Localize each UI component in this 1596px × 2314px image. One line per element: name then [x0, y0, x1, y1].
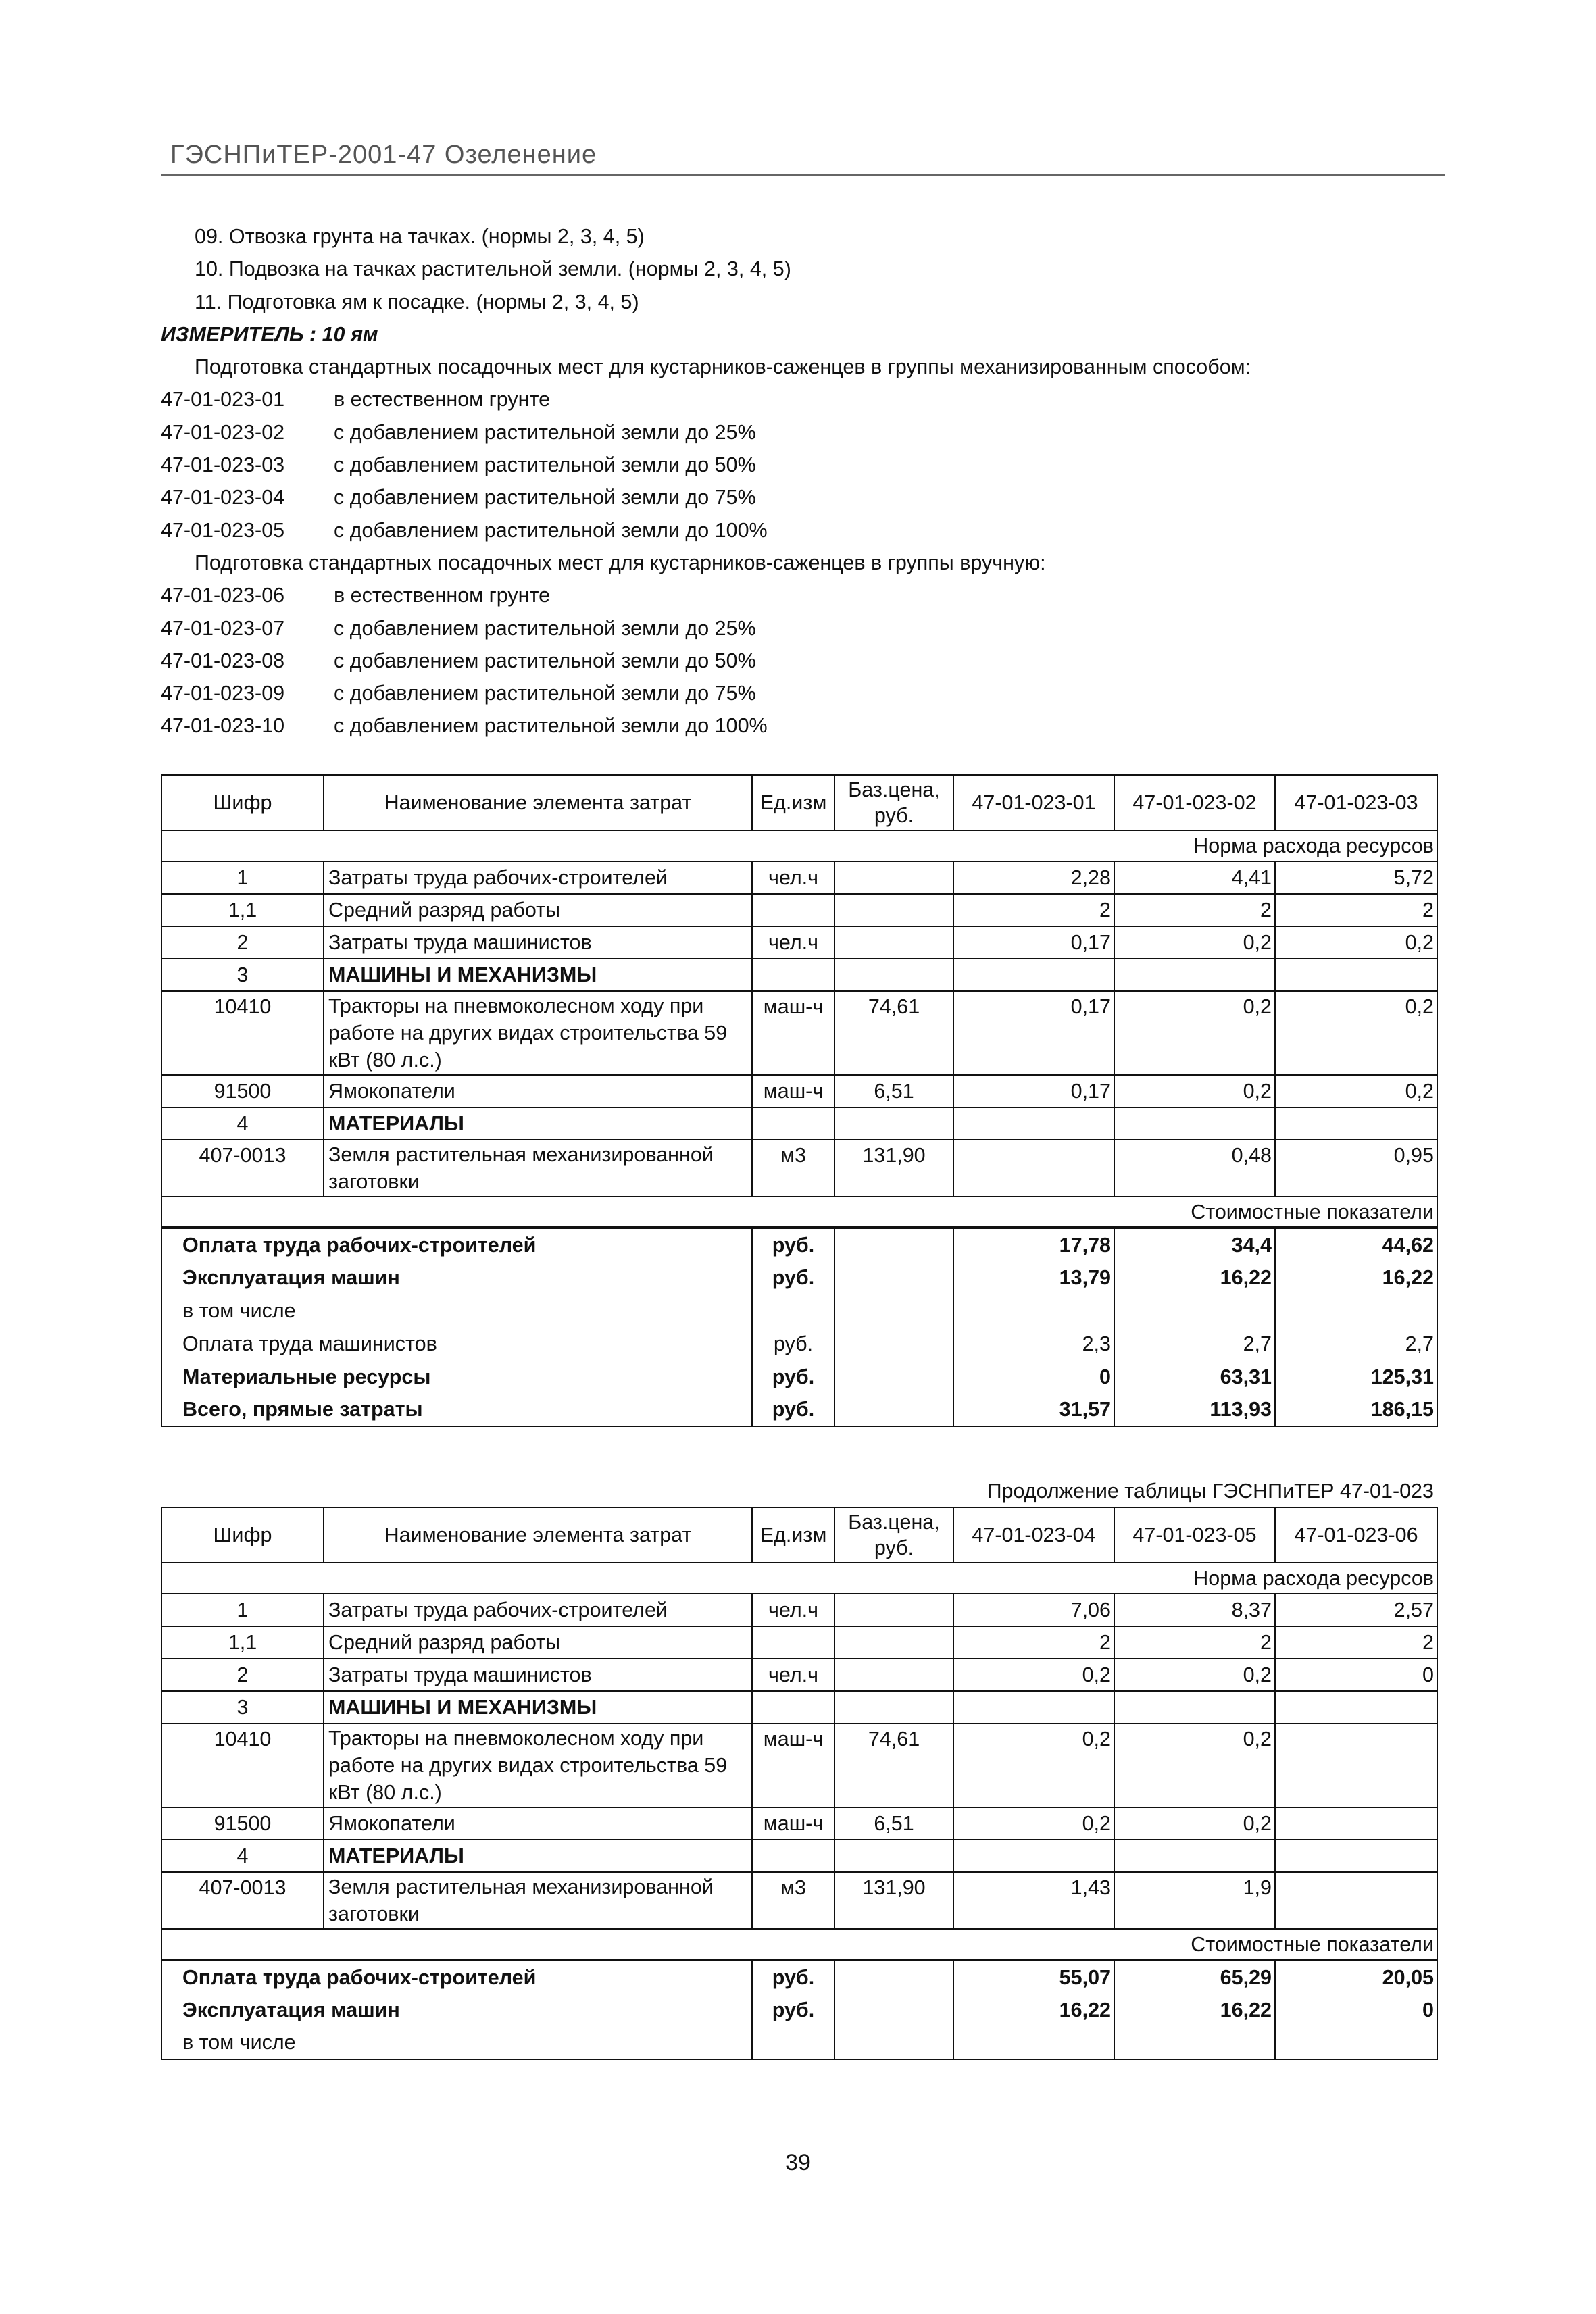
norm-text: с добавлением растительной земли до 25%	[334, 616, 756, 640]
cell-value: 4,41	[1114, 861, 1275, 894]
cost-name: Эксплуатация машин	[161, 1261, 752, 1294]
work-item: 09. Отвозка грунта на тачках. (нормы 2, 3, 4, 5)	[195, 225, 645, 248]
section-norm: Норма расхода ресурсов	[161, 830, 1437, 861]
norm-line	[161, 579, 1445, 611]
cell-code: 407-0013	[161, 1872, 324, 1929]
cell-price	[834, 894, 953, 926]
table-header-row	[161, 1507, 1437, 1563]
table-row	[161, 1626, 1437, 1659]
cell-price	[834, 1659, 953, 1691]
cell-code: 1,1	[161, 1626, 324, 1659]
table-row	[161, 1107, 1437, 1140]
cost-value: 0	[953, 1360, 1114, 1393]
cell-code: 1	[161, 1594, 324, 1626]
cell-price: 131,90	[834, 1140, 953, 1197]
cell-value: 0,2	[1114, 991, 1275, 1075]
cost-name: Оплата труда рабочих-строителей	[161, 1960, 752, 1993]
norm-text: с добавлением растительной земли до 50%	[334, 649, 756, 672]
cell-name: Земля растительная механизированной заготовки	[324, 1872, 752, 1929]
cell-name: Затраты труда рабочих-строителей	[324, 861, 752, 894]
norm-code: 47-01-023-04	[161, 486, 285, 509]
cost-unit: руб.	[752, 1228, 834, 1261]
cell-unit: чел.ч	[752, 1594, 834, 1626]
cell-code: 3	[161, 959, 324, 991]
cost-value: 55,07	[953, 1960, 1114, 1993]
col-norm: 47-01-023-03	[1275, 775, 1437, 830]
cell-value: 8,37	[1114, 1594, 1275, 1626]
cell-name: Ямокопатели	[324, 1807, 752, 1840]
norm-line	[161, 481, 1445, 513]
work-item: 11. Подготовка ям к посадке. (нормы 2, 3, 4, 5)	[195, 290, 639, 313]
cost-value: 20,05	[1275, 1960, 1437, 1993]
cell-value: 0,2	[1114, 1724, 1275, 1807]
cell-value	[1275, 1807, 1437, 1840]
cell-unit: м3	[752, 1872, 834, 1929]
table-row	[161, 1872, 1437, 1929]
cell-value: 2	[953, 894, 1114, 926]
section-cost: Стоимостные показатели	[161, 1197, 1437, 1228]
cost-row	[161, 1327, 1437, 1360]
cell-price	[834, 1626, 953, 1659]
cell-name: Затраты труда машинистов	[324, 926, 752, 959]
norm-line	[161, 612, 1445, 645]
cost-unit: руб.	[752, 1960, 834, 1993]
norm-line	[161, 677, 1445, 709]
norm-code: 47-01-023-06	[161, 584, 285, 607]
section-row	[161, 1197, 1437, 1228]
running-header: ГЭСНПиТЕР-2001-47 Озеленение	[170, 141, 597, 169]
norm-code: 47-01-023-03	[161, 453, 285, 477]
cost-value: 2,7	[1114, 1327, 1275, 1360]
cell-code: 1	[161, 861, 324, 894]
cell-value: 0,95	[1275, 1140, 1437, 1197]
measure-unit: ИЗМЕРИТЕЛЬ : 10 ям	[161, 322, 378, 346]
cost-value: 17,78	[953, 1228, 1114, 1261]
cost-name: Оплата труда машинистов	[161, 1327, 752, 1360]
cost-row	[161, 1993, 1437, 2026]
cell-unit: чел.ч	[752, 861, 834, 894]
cost-unit: руб.	[752, 1360, 834, 1393]
cost-value: 16,22	[953, 1993, 1114, 2026]
cell-value: 0,2	[953, 1659, 1114, 1691]
cell-name: МАШИНЫ И МЕХАНИЗМЫ	[324, 959, 752, 991]
cell-value: 1,43	[953, 1872, 1114, 1929]
cell-value: 2	[1275, 894, 1437, 926]
cost-name: в том числе	[161, 1294, 752, 1327]
table-row	[161, 861, 1437, 894]
cell-value: 0,2	[1114, 926, 1275, 959]
cost-value: 125,31	[1275, 1360, 1437, 1393]
table-row	[161, 1724, 1437, 1807]
cost-value: 16,22	[1275, 1261, 1437, 1294]
cell-value: 2	[953, 1626, 1114, 1659]
cell-code: 10410	[161, 991, 324, 1075]
cell-name: Тракторы на пневмоколесном ходу при работе на других видах строительства 59 кВт (80 л.с.)	[324, 1724, 752, 1807]
cell-value: 0,17	[953, 926, 1114, 959]
norm-code: 47-01-023-08	[161, 649, 285, 672]
cell-name: МАТЕРИАЛЫ	[324, 1107, 752, 1140]
table-row	[161, 1691, 1437, 1724]
col-name: Наименование элемента затрат	[324, 775, 752, 830]
work-item: 10. Подвозка на тачках растительной земли. (нормы 2, 3, 4, 5)	[195, 257, 791, 281]
cell-value: 0,2	[1275, 1075, 1437, 1107]
cell-value: 0,2	[1114, 1807, 1275, 1840]
col-price: Баз.цена, руб.	[834, 1507, 953, 1563]
table-row	[161, 959, 1437, 991]
group-title-mech: Подготовка стандартных посадочных мест для кустарников-саженцев в группы механизированным способом:	[195, 355, 1251, 379]
table-row	[161, 1140, 1437, 1197]
cell-price: 74,61	[834, 1724, 953, 1807]
cell-name: МАШИНЫ И МЕХАНИЗМЫ	[324, 1691, 752, 1724]
cell-value	[953, 1140, 1114, 1197]
cell-name: Средний разряд работы	[324, 1626, 752, 1659]
cell-value: 0,17	[953, 991, 1114, 1075]
cell-value: 0	[1275, 1659, 1437, 1691]
cell-value: 7,06	[953, 1594, 1114, 1626]
resource-table-2	[161, 1507, 1438, 2060]
cost-value: 16,22	[1114, 1261, 1275, 1294]
norm-line	[161, 383, 1445, 416]
cell-unit: маш-ч	[752, 1807, 834, 1840]
cost-value: 16,22	[1114, 1993, 1275, 2026]
col-norm: 47-01-023-02	[1114, 775, 1275, 830]
norm-line	[161, 449, 1445, 481]
col-norm: 47-01-023-06	[1275, 1507, 1437, 1563]
cost-value: 65,29	[1114, 1960, 1275, 1993]
continuation-title: Продолжение таблицы ГЭСНПиТЕР 47-01-023	[987, 1480, 1434, 1503]
cell-unit	[752, 894, 834, 926]
table-header-row	[161, 775, 1437, 830]
table-row	[161, 926, 1437, 959]
cell-value: 2,57	[1275, 1594, 1437, 1626]
cell-name: Затраты труда рабочих-строителей	[324, 1594, 752, 1626]
cell-value: 0,17	[953, 1075, 1114, 1107]
cost-value: 186,15	[1275, 1393, 1437, 1426]
cell-value: 2,28	[953, 861, 1114, 894]
section-norm: Норма расхода ресурсов	[161, 1563, 1437, 1594]
cost-name: Всего, прямые затраты	[161, 1393, 752, 1426]
page-number: 39	[785, 2150, 811, 2175]
cost-row	[161, 1228, 1437, 1261]
norm-code: 47-01-023-10	[161, 714, 285, 738]
cell-value: 5,72	[1275, 861, 1437, 894]
cell-code: 4	[161, 1107, 324, 1140]
norm-line	[161, 645, 1445, 677]
cost-row	[161, 1261, 1437, 1294]
cost-name: Эксплуатация машин	[161, 1993, 752, 2026]
table-row	[161, 1807, 1437, 1840]
cell-unit: м3	[752, 1140, 834, 1197]
table-row	[161, 894, 1437, 926]
cell-price: 6,51	[834, 1807, 953, 1840]
cell-unit	[752, 1626, 834, 1659]
cost-unit: руб.	[752, 1327, 834, 1360]
norm-code: 47-01-023-05	[161, 518, 285, 542]
cell-unit: чел.ч	[752, 926, 834, 959]
norm-text: с добавлением растительной земли до 100%	[334, 518, 768, 542]
cost-unit: руб.	[752, 1993, 834, 2026]
col-code: Шифр	[161, 1507, 324, 1563]
cell-price: 131,90	[834, 1872, 953, 1929]
cell-value: 0,2	[1275, 926, 1437, 959]
cost-row	[161, 1360, 1437, 1393]
cost-unit: руб.	[752, 1261, 834, 1294]
cell-name: МАТЕРИАЛЫ	[324, 1840, 752, 1872]
cost-row	[161, 1393, 1437, 1426]
table-row	[161, 1075, 1437, 1107]
intro-section	[161, 220, 1445, 743]
cell-code: 91500	[161, 1807, 324, 1840]
norm-line	[161, 416, 1445, 449]
cell-value: 0,2	[1114, 1075, 1275, 1107]
cost-name: Оплата труда рабочих-строителей	[161, 1228, 752, 1261]
cell-unit: чел.ч	[752, 1659, 834, 1691]
col-price: Баз.цена, руб.	[834, 775, 953, 830]
cell-price	[834, 861, 953, 894]
group-title-manual: Подготовка стандартных посадочных мест для кустарников-саженцев в группы вручную:	[195, 551, 1046, 574]
cell-value: 0,48	[1114, 1140, 1275, 1197]
cost-value: 63,31	[1114, 1360, 1275, 1393]
table-row	[161, 1840, 1437, 1872]
norm-line	[161, 709, 1445, 742]
table-row	[161, 991, 1437, 1075]
cell-value: 2	[1114, 1626, 1275, 1659]
cell-code: 2	[161, 926, 324, 959]
resource-table-1	[161, 774, 1438, 1427]
cost-value: 0	[1275, 1993, 1437, 2026]
col-name: Наименование элемента затрат	[324, 1507, 752, 1563]
cell-name: Тракторы на пневмоколесном ходу при работе на других видах строительства 59 кВт (80 л.с.)	[324, 991, 752, 1075]
cell-code: 3	[161, 1691, 324, 1724]
norm-code: 47-01-023-09	[161, 682, 285, 705]
col-unit: Ед.изм	[752, 1507, 834, 1563]
section-row	[161, 1563, 1437, 1594]
norm-text: в естественном грунте	[334, 388, 551, 411]
cell-code: 91500	[161, 1075, 324, 1107]
cell-name: Ямокопатели	[324, 1075, 752, 1107]
cost-value: 2,3	[953, 1327, 1114, 1360]
cell-name: Средний разряд работы	[324, 894, 752, 926]
cell-value: 2	[1275, 1626, 1437, 1659]
section-row	[161, 830, 1437, 861]
norm-code: 47-01-023-01	[161, 388, 285, 411]
cell-value: 0,2	[953, 1724, 1114, 1807]
cell-code: 10410	[161, 1724, 324, 1807]
norm-text: с добавлением растительной земли до 50%	[334, 453, 756, 477]
col-norm: 47-01-023-01	[953, 775, 1114, 830]
norm-code: 47-01-023-07	[161, 616, 285, 640]
table-row	[161, 1594, 1437, 1626]
cost-value: 31,57	[953, 1393, 1114, 1426]
norm-text: с добавлением растительной земли до 75%	[334, 682, 756, 705]
cell-unit: маш-ч	[752, 1075, 834, 1107]
cost-value: 13,79	[953, 1261, 1114, 1294]
cell-unit: маш-ч	[752, 991, 834, 1075]
cost-row	[161, 2026, 1437, 2059]
norm-text: в естественном грунте	[334, 584, 551, 607]
col-norm: 47-01-023-04	[953, 1507, 1114, 1563]
cell-value	[1275, 1872, 1437, 1929]
cost-row	[161, 1294, 1437, 1327]
cell-code: 1,1	[161, 894, 324, 926]
cost-name: в том числе	[161, 2026, 752, 2059]
header-rule	[161, 174, 1445, 176]
cost-name: Материальные ресурсы	[161, 1360, 752, 1393]
norm-text: с добавлением растительной земли до 25%	[334, 420, 756, 444]
cell-name: Земля растительная механизированной заготовки	[324, 1140, 752, 1197]
cost-value: 34,4	[1114, 1228, 1275, 1261]
cell-price: 74,61	[834, 991, 953, 1075]
cell-code: 407-0013	[161, 1140, 324, 1197]
cell-unit: маш-ч	[752, 1724, 834, 1807]
table-row	[161, 1659, 1437, 1691]
cell-value: 0,2	[1114, 1659, 1275, 1691]
cost-value: 2,7	[1275, 1327, 1437, 1360]
col-norm: 47-01-023-05	[1114, 1507, 1275, 1563]
cell-value: 0,2	[1275, 991, 1437, 1075]
cost-unit: руб.	[752, 1393, 834, 1426]
norm-code: 47-01-023-02	[161, 420, 285, 444]
cell-price	[834, 926, 953, 959]
cost-row	[161, 1960, 1437, 1993]
col-code: Шифр	[161, 775, 324, 830]
cell-code: 4	[161, 1840, 324, 1872]
norm-line	[161, 514, 1445, 547]
cell-name: Затраты труда машинистов	[324, 1659, 752, 1691]
cell-code: 2	[161, 1659, 324, 1691]
norm-text: с добавлением растительной земли до 75%	[334, 486, 756, 509]
col-unit: Ед.изм	[752, 775, 834, 830]
cell-value: 2	[1114, 894, 1275, 926]
norm-text: с добавлением растительной земли до 100%	[334, 714, 768, 738]
section-cost: Стоимостные показатели	[161, 1929, 1437, 1960]
cell-price: 6,51	[834, 1075, 953, 1107]
cell-value: 1,9	[1114, 1872, 1275, 1929]
cost-value: 44,62	[1275, 1228, 1437, 1261]
cost-value: 113,93	[1114, 1393, 1275, 1426]
cell-price	[834, 1594, 953, 1626]
cell-value: 0,2	[953, 1807, 1114, 1840]
section-row	[161, 1929, 1437, 1960]
cell-value	[1275, 1724, 1437, 1807]
